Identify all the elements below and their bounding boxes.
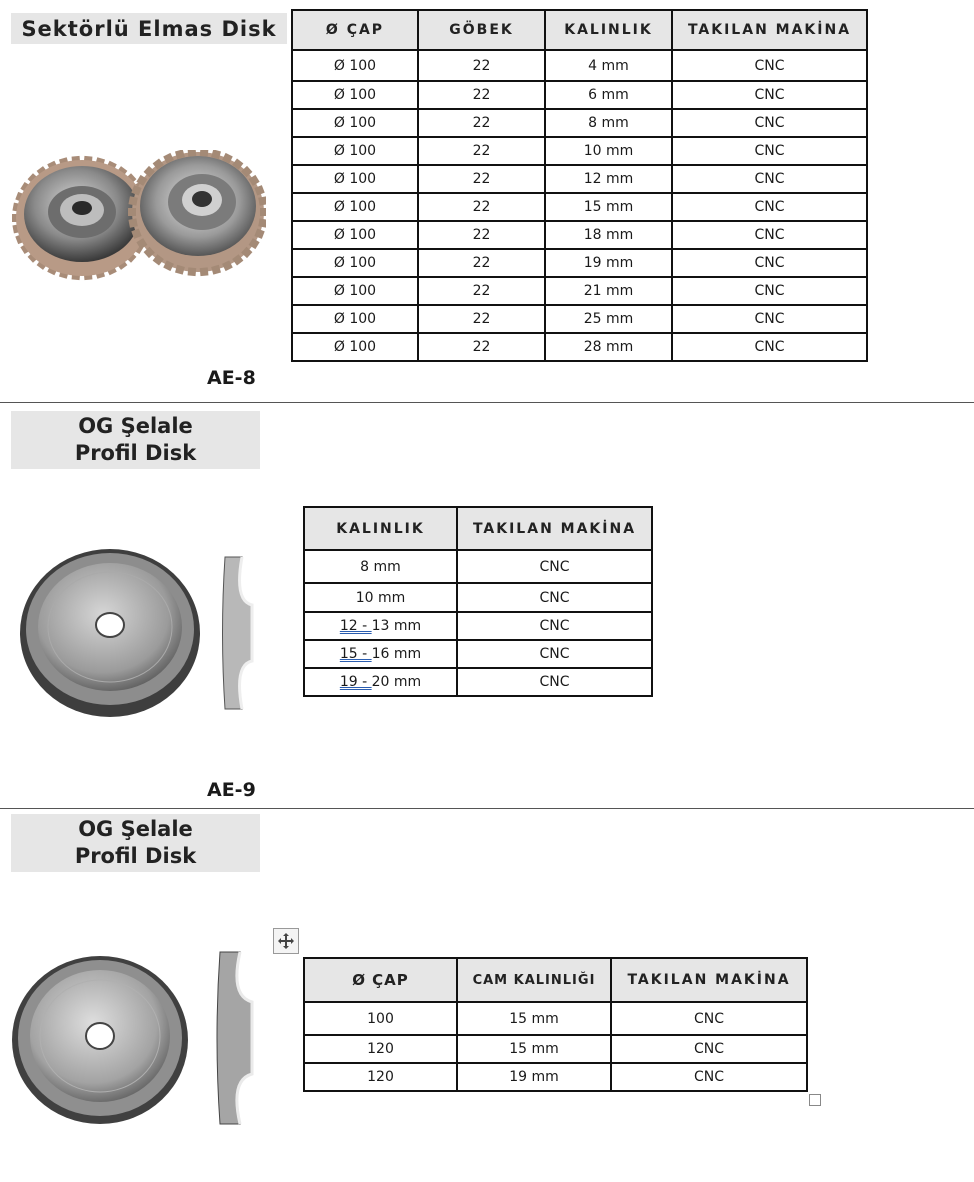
section-divider — [0, 808, 974, 809]
table-row — [292, 137, 867, 165]
cell-takilan-makina: CNC — [457, 668, 652, 696]
table-row — [292, 165, 867, 193]
cell-gobek: 22 — [418, 305, 545, 333]
cell-cap: 120 — [304, 1035, 457, 1063]
cell-kalinlik — [304, 583, 457, 612]
cell-kalinlik: 10 mm — [545, 137, 672, 165]
og-selale-spec-table — [303, 506, 653, 697]
section-divider — [0, 402, 974, 403]
cell-cam-kalinligi: 19 mm — [457, 1063, 611, 1091]
cell-kalinlik: 8 mm — [545, 109, 672, 137]
kalinlik-value: 13 mm — [371, 618, 422, 634]
cell-kalinlik: 25 mm — [545, 305, 672, 333]
kalinlik-range-start: 19 - — [339, 674, 372, 690]
cell-gobek: 22 — [418, 277, 545, 305]
cell-kalinlik — [304, 668, 457, 696]
move-cross-icon — [277, 932, 295, 950]
cell-cap: Ø 100 — [292, 193, 418, 221]
cell-cap: 100 — [304, 1002, 457, 1035]
cell-cap: Ø 100 — [292, 109, 418, 137]
table-row — [304, 550, 652, 583]
section-2-title-line2: Profil Disk — [74, 441, 197, 465]
section-1-title — [11, 13, 287, 44]
cell-cap: Ø 100 — [292, 221, 418, 249]
table-row — [292, 193, 867, 221]
table-row — [304, 583, 652, 612]
cell-takilan-makina: CNC — [457, 583, 652, 612]
cell-cap: 120 — [304, 1063, 457, 1091]
cell-kalinlik: 15 mm — [545, 193, 672, 221]
cell-takilan-makina: CNC — [672, 137, 867, 165]
cell-kalinlik — [304, 550, 457, 583]
cell-gobek: 22 — [418, 109, 545, 137]
header-takilan-makina: TAKILAN MAKİNA — [672, 10, 867, 50]
cell-gobek: 22 — [418, 333, 545, 361]
table-header-row — [304, 507, 652, 550]
cell-takilan-makina: CNC — [672, 50, 867, 81]
section-3-title-line1: OG Şelale — [78, 817, 193, 841]
cell-cap: Ø 100 — [292, 333, 418, 361]
table-move-handle[interactable] — [273, 928, 299, 954]
cell-takilan-makina: CNC — [611, 1002, 807, 1035]
header-cam-kalinligi: CAM KALINLIĞI — [457, 958, 611, 1002]
kalinlik-value: 10 mm — [355, 589, 406, 606]
cell-kalinlik: 18 mm — [545, 221, 672, 249]
cell-cap: Ø 100 — [292, 50, 418, 81]
cell-cam-kalinligi: 15 mm — [457, 1035, 611, 1063]
kalinlik-value: 20 mm — [371, 674, 422, 690]
cell-takilan-makina: CNC — [672, 81, 867, 109]
cell-kalinlik: 12 mm — [545, 165, 672, 193]
cell-kalinlik: 6 mm — [545, 81, 672, 109]
cell-gobek: 22 — [418, 165, 545, 193]
cell-takilan-makina: CNC — [457, 612, 652, 640]
cell-cam-kalinligi: 15 mm — [457, 1002, 611, 1035]
cell-takilan-makina: CNC — [672, 333, 867, 361]
cell-takilan-makina: CNC — [611, 1063, 807, 1091]
cell-gobek: 22 — [418, 221, 545, 249]
table-row — [292, 81, 867, 109]
kalinlik-value: 16 mm — [371, 646, 422, 662]
cell-takilan-makina: CNC — [457, 640, 652, 668]
header-takilan-makina: TAKILAN MAKİNA — [457, 507, 652, 550]
cell-cap: Ø 100 — [292, 305, 418, 333]
cell-cap: Ø 100 — [292, 249, 418, 277]
table-row — [304, 1063, 807, 1091]
cell-cap: Ø 100 — [292, 81, 418, 109]
cell-cap: Ø 100 — [292, 165, 418, 193]
cell-takilan-makina: CNC — [672, 193, 867, 221]
header-gobek: GÖBEK — [418, 10, 545, 50]
header-cap: Ø ÇAP — [304, 958, 457, 1002]
cell-gobek: 22 — [418, 137, 545, 165]
header-cap: Ø ÇAP — [292, 10, 418, 50]
cell-kalinlik — [304, 612, 457, 640]
cell-takilan-makina: CNC — [611, 1035, 807, 1063]
og-profil-disk-image — [20, 545, 260, 717]
header-takilan-makina: TAKILAN MAKİNA — [611, 958, 807, 1002]
cell-takilan-makina: CNC — [457, 550, 652, 583]
section-3-title-line2: Profil Disk — [74, 844, 197, 868]
table-resize-handle[interactable] — [809, 1094, 821, 1106]
table-row — [292, 109, 867, 137]
table-header-row — [292, 10, 867, 50]
table-row — [292, 333, 867, 361]
cell-takilan-makina: CNC — [672, 249, 867, 277]
cell-takilan-makina: CNC — [672, 277, 867, 305]
cell-takilan-makina: CNC — [672, 305, 867, 333]
product-code-ae8: AE-8 — [207, 367, 256, 389]
section-1-title-text: Sektörlü Elmas Disk — [21, 16, 277, 41]
table-header-row — [304, 958, 807, 1002]
table-row — [292, 277, 867, 305]
kalinlik-range-start: 12 - — [339, 618, 372, 634]
table-row — [304, 1002, 807, 1035]
cell-cap: Ø 100 — [292, 137, 418, 165]
cell-takilan-makina: CNC — [672, 221, 867, 249]
cell-kalinlik: 28 mm — [545, 333, 672, 361]
table-row — [292, 50, 867, 81]
cell-gobek: 22 — [418, 193, 545, 221]
og-selale-cap-spec-table — [303, 957, 808, 1092]
kalinlik-value: 8 mm — [360, 558, 401, 575]
cell-kalinlik — [304, 640, 457, 668]
cell-takilan-makina: CNC — [672, 165, 867, 193]
table-row — [304, 1035, 807, 1063]
table-row — [292, 305, 867, 333]
header-kalinlik: KALINLIK — [304, 507, 457, 550]
table-row — [292, 221, 867, 249]
cell-gobek: 22 — [418, 50, 545, 81]
cell-kalinlik: 4 mm — [545, 50, 672, 81]
cell-kalinlik: 19 mm — [545, 249, 672, 277]
cell-gobek: 22 — [418, 81, 545, 109]
table-row — [304, 612, 652, 640]
header-kalinlik: KALINLIK — [545, 10, 672, 50]
kalinlik-range-start: 15 - — [339, 646, 372, 662]
section-3-title — [11, 814, 260, 872]
table-row — [292, 249, 867, 277]
table-row — [304, 668, 652, 696]
sectorlu-disk-spec-table — [291, 9, 868, 362]
cell-gobek: 22 — [418, 249, 545, 277]
section-2-title — [11, 411, 260, 469]
cell-kalinlik: 21 mm — [545, 277, 672, 305]
product-code-ae9: AE-9 — [207, 779, 256, 801]
cell-cap: Ø 100 — [292, 277, 418, 305]
table-row — [304, 640, 652, 668]
og-profil-disk-image-2 — [12, 950, 260, 1128]
segmented-diamond-disk-image — [10, 150, 266, 284]
section-2-title-line1: OG Şelale — [78, 414, 193, 438]
cell-takilan-makina: CNC — [672, 109, 867, 137]
